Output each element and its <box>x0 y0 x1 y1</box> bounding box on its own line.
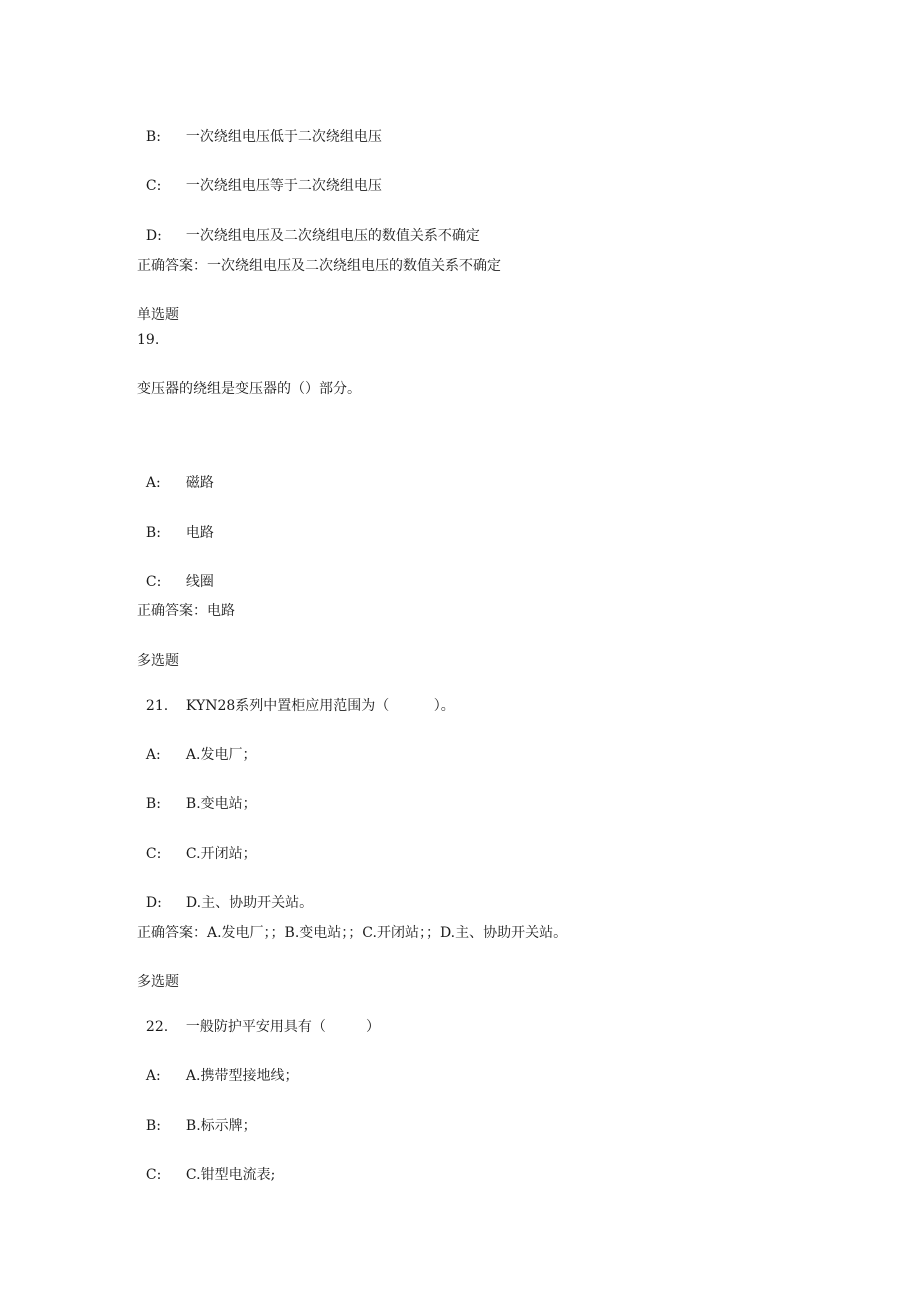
option-letter: B: <box>145 1118 161 1134</box>
option-text: A.携带型接地线； <box>185 1068 299 1084</box>
option-text: 一次绕组电压及二次绕组电压的数值关系不确定 <box>185 228 480 244</box>
option-letter: C: <box>145 574 162 590</box>
option-text: 一次绕组电压低于二次绕组电压 <box>185 129 382 145</box>
option-row <box>137 156 382 194</box>
option-letter: B: <box>145 129 161 145</box>
option-row <box>137 552 214 590</box>
option-letter: D: <box>145 228 162 244</box>
option-letter: C: <box>145 178 162 194</box>
option-row <box>137 725 257 763</box>
question-header <box>137 997 380 1035</box>
option-row <box>137 503 214 541</box>
option-letter: C: <box>145 1167 162 1183</box>
question-text: KYN28系列中置柜应用范围为（ ）。 <box>185 698 455 714</box>
option-text: B.标示牌； <box>185 1118 257 1134</box>
option-text: D.主、协助开关站。 <box>185 895 314 911</box>
question-type: 多选题 <box>137 653 179 669</box>
option-row <box>137 1145 276 1183</box>
option-row <box>137 1096 257 1134</box>
option-letter: B: <box>145 796 161 812</box>
option-text: A.发电厂； <box>185 747 257 763</box>
option-row <box>137 107 382 145</box>
question-type: 多选题 <box>137 974 179 990</box>
option-text: 电路 <box>185 525 214 541</box>
question-type: 单选题 <box>137 307 179 323</box>
option-row <box>137 206 480 244</box>
option-text: C.开闭站； <box>185 846 257 862</box>
option-letter: A: <box>145 475 161 491</box>
option-text: 磁路 <box>185 475 214 491</box>
correct-answer: 正确答案：A.发电厂；；B.变电站；；C.开闭站；；D.主、协助开关站。 <box>137 925 568 941</box>
option-letter: D: <box>145 895 162 911</box>
option-letter: A: <box>145 747 161 763</box>
option-row <box>137 873 314 911</box>
option-text: B.变电站； <box>185 796 257 812</box>
option-text: C.钳型电流表; <box>185 1167 276 1183</box>
question-number: 22. <box>145 1019 169 1035</box>
option-text: 线圈 <box>185 574 214 590</box>
option-letter: B: <box>145 525 161 541</box>
option-row <box>137 824 257 862</box>
question-text: 变压器的绕组是变压器的（）部分。 <box>137 381 361 397</box>
option-letter: A: <box>145 1068 161 1084</box>
option-row <box>137 774 257 812</box>
question-header <box>137 676 455 714</box>
correct-answer: 正确答案：一次绕组电压及二次绕组电压的数值关系不确定 <box>137 258 501 274</box>
question-number: 19. <box>137 332 160 348</box>
option-letter: C: <box>145 846 162 862</box>
option-row <box>137 453 214 491</box>
question-number: 21. <box>145 698 169 714</box>
option-row <box>137 1046 299 1084</box>
option-text: 一次绕组电压等于二次绕组电压 <box>185 178 382 194</box>
question-text: 一般防护平安用具有（ ） <box>185 1019 380 1035</box>
correct-answer: 正确答案：电路 <box>137 603 235 619</box>
